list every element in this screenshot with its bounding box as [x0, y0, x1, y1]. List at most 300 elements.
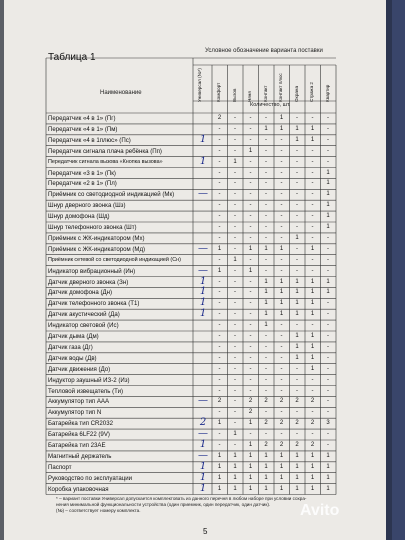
table-cell: 1 [264, 125, 268, 132]
table-cell: - [234, 289, 236, 296]
table-cell: 1 [295, 289, 299, 296]
table-cell: - [265, 213, 267, 220]
row-name: Приёмник сетевой со светодиодной индикацией (Сн) [48, 256, 181, 263]
table-cell: - [311, 213, 314, 220]
footnote-line-3: (№) – соответствует номеру комплекта. [56, 508, 141, 513]
table-cell: - [265, 333, 267, 339]
column-header: Универсал (№*) [197, 68, 202, 102]
table-cell: - [218, 180, 221, 187]
table-cell: 1 [264, 311, 268, 318]
table-cell: - [249, 278, 252, 285]
column-header: Няня [247, 91, 252, 102]
table-cell: 1 [233, 463, 237, 470]
row-name: Индуктор заушный ИЗ-2 (Из) [48, 376, 130, 384]
watermark-logo: Avito [300, 502, 340, 519]
table-cell: - [249, 169, 252, 176]
handwritten-count: 1 [199, 482, 207, 494]
table-cell: - [234, 278, 236, 285]
table-cell: - [311, 387, 314, 394]
table-cell: - [249, 311, 252, 318]
row-name: Аккумулятор тип N [48, 409, 102, 417]
table-cell: - [234, 267, 236, 274]
table-cell: 1 [310, 474, 315, 481]
column-header: Контакт плюс [278, 73, 283, 102]
column-header: Охрана [293, 85, 299, 102]
table-cell: 1 [326, 191, 330, 198]
row-name: Шнур телефонного звонка (Шт) [48, 224, 137, 231]
table-cell: 1 [295, 136, 299, 143]
table-cell: 1 [248, 245, 253, 252]
table-cell: - [265, 354, 267, 361]
table-cell: - [218, 322, 221, 329]
table-cell: - [311, 147, 314, 154]
table-cell: - [234, 245, 236, 252]
table-cell: 1 [248, 463, 253, 470]
table-cell: - [296, 147, 298, 154]
table-cell: - [327, 234, 329, 241]
table-cell: - [234, 115, 236, 121]
table-cell: 2 [310, 398, 315, 405]
table-cell: 1 [248, 452, 253, 459]
handwritten-count: 1 [199, 155, 207, 167]
table-cell: - [327, 136, 329, 143]
table-cell: - [234, 125, 236, 132]
table-cell: - [296, 191, 298, 198]
table-cell: 1 [279, 485, 284, 492]
table-cell: 1 [310, 343, 315, 350]
table-cell: - [249, 300, 252, 307]
table-cell: - [218, 387, 221, 394]
row-name: Паспорт [48, 463, 72, 471]
table-cell: - [234, 442, 236, 448]
row-name: Коробка упаковочная [48, 485, 109, 493]
table-cell: - [249, 191, 252, 198]
table-cell: - [280, 213, 283, 220]
table-cell: - [296, 115, 298, 121]
table-cell: - [311, 267, 314, 274]
table-cell: - [218, 158, 221, 165]
table-cell: 1 [310, 245, 315, 252]
table-cell: - [249, 213, 252, 220]
table-cell: 1 [264, 322, 268, 329]
table-cell: 1 [233, 158, 237, 165]
table-cell: - [327, 158, 329, 165]
row-name: Передатчик сигнала плача ребёнка (Пп) [48, 147, 162, 155]
table-cell: - [234, 343, 236, 350]
table-cell: - [249, 365, 252, 372]
table-cell: 1 [326, 202, 330, 209]
table-cell: - [234, 202, 236, 209]
table-cell: 1 [310, 300, 315, 307]
table-cell: - [265, 224, 267, 230]
table-cell: 1 [279, 245, 284, 252]
row-name: Передатчик «4 в 1» (Пг) [48, 115, 116, 122]
table-cell: 1 [248, 474, 253, 481]
table-cell: - [327, 343, 329, 350]
table-cell: - [249, 354, 252, 361]
table-cell: - [265, 387, 267, 394]
table-cell: - [265, 147, 267, 154]
table-cell: 1 [326, 224, 330, 230]
table-cell: 3 [326, 420, 330, 427]
table-cell: - [265, 202, 267, 209]
table-cell: - [218, 136, 221, 143]
table-cell: 1 [326, 289, 330, 296]
table-cell: - [249, 343, 252, 350]
table-cell: 2 [295, 420, 299, 427]
table-cell: 1 [264, 463, 268, 470]
table-cell: - [218, 125, 221, 132]
table-cell: 1 [248, 485, 253, 492]
table-cell: 1 [233, 431, 237, 438]
table-cell: 1 [295, 354, 299, 361]
table-cell: - [327, 365, 329, 372]
table-cell: - [311, 115, 314, 121]
table-cell: - [296, 180, 298, 187]
table-cell: 1 [248, 442, 253, 448]
table-cell: - [327, 333, 329, 339]
table-cell: - [296, 169, 298, 176]
table-cell: - [311, 234, 314, 241]
table-cell: - [327, 115, 329, 121]
table-cell: 2 [310, 420, 315, 427]
table-cell: - [234, 191, 236, 198]
header-name: Наименование [100, 90, 142, 96]
table-cell: - [327, 147, 329, 154]
table-cell: 2 [217, 398, 222, 405]
table-cell: 1 [326, 463, 330, 470]
table-cell: 1 [295, 463, 299, 470]
table-cell: - [280, 431, 283, 438]
row-name: Приёмник с ЖК-индикатором (Мд) [48, 245, 146, 253]
row-name: Аккумулятор тип ААА [48, 398, 110, 406]
table-cell: - [218, 234, 221, 241]
table-cell: - [311, 256, 314, 263]
table-cell: 1 [279, 452, 284, 459]
table-cell: 1 [217, 463, 222, 470]
table-cell: 1 [217, 452, 222, 459]
table-cell: - [234, 147, 236, 154]
row-name: Датчик дыма (Дм) [48, 333, 99, 340]
table-cell: 1 [279, 278, 284, 285]
table-cell: - [265, 234, 267, 241]
table-cell: - [249, 125, 252, 132]
table-cell: 1 [326, 278, 330, 285]
table-cell: 1 [279, 115, 284, 121]
table-cell: - [296, 213, 298, 220]
table-cell: 2 [310, 442, 315, 448]
table-cell: 2 [264, 442, 268, 448]
table-cell: 1 [279, 474, 284, 481]
table-cell: 1 [264, 300, 268, 307]
table-cell: - [265, 343, 267, 350]
table-cell: - [296, 365, 298, 372]
table-cell: - [218, 409, 221, 416]
column-header: Комфорт [216, 82, 221, 102]
table-cell: 1 [310, 485, 315, 492]
table-cell: - [280, 365, 283, 372]
table-cell: - [265, 158, 267, 165]
table-cell: 1 [295, 125, 299, 132]
table-cell: 1 [233, 485, 237, 492]
row-name: Датчик акустический (Да) [48, 311, 120, 319]
table-cell: - [218, 376, 221, 383]
table-cell: - [265, 169, 267, 176]
table-cell: 1 [310, 278, 315, 285]
row-name: Индикатор вибрационный (Ин) [48, 267, 136, 275]
row-name: Датчик воды (Дв) [48, 354, 97, 362]
table-cell: - [280, 354, 283, 361]
table-cell: - [327, 245, 329, 252]
table-cell: 1 [295, 311, 299, 318]
table-cell: - [234, 224, 236, 230]
table-cell: 1 [295, 485, 299, 492]
table-cell: - [249, 376, 252, 383]
table-cell: - [249, 158, 252, 165]
handwritten-count: 2 [199, 417, 207, 429]
table-cell: - [296, 202, 298, 209]
table-cell: 1 [264, 485, 268, 492]
table-cell: 2 [248, 409, 253, 416]
header-quantity: Количество, шт. [250, 102, 291, 108]
handwritten-count: 1 [199, 286, 207, 298]
table-cell: - [296, 431, 298, 438]
table-cell: - [280, 256, 283, 263]
table-cell: 1 [295, 300, 299, 307]
table-cell: - [280, 387, 283, 394]
table-cell: - [218, 300, 221, 307]
table-cell: 1 [264, 452, 268, 459]
table-cell: 2 [248, 398, 253, 405]
table-cell: 2 [279, 398, 284, 405]
table-cell: 1 [310, 125, 315, 132]
handwritten-count: 1 [199, 471, 207, 483]
table-cell: - [218, 278, 221, 285]
table-cell: 1 [295, 278, 299, 285]
table-cell: - [280, 136, 283, 143]
table-cell: - [327, 354, 329, 361]
table-cell: 2 [279, 420, 284, 427]
table-cell: - [296, 158, 298, 165]
table-cell: - [311, 409, 314, 416]
table-cell: - [280, 322, 283, 329]
page-number: 5 [203, 527, 208, 536]
table-cell: - [218, 202, 221, 209]
table-cell: 1 [310, 333, 315, 339]
table-cell: - [280, 343, 283, 350]
table-cell: - [327, 311, 329, 318]
table-cell: - [265, 115, 267, 121]
table-cell: 2 [295, 398, 299, 405]
table-cell: - [218, 354, 221, 361]
table-cell: - [218, 147, 221, 154]
row-name: Передатчик «2 в 1» (Пл) [48, 180, 117, 188]
table-cell: - [280, 234, 283, 241]
table-cell: 1 [217, 485, 222, 492]
table-cell: - [280, 191, 283, 198]
handwritten-count: 1 [199, 275, 207, 287]
table-cell: 1 [326, 485, 330, 492]
table-cell: - [296, 256, 298, 263]
handwritten-count: — [198, 242, 208, 254]
table-cell: - [327, 267, 329, 274]
table-cell: 1 [295, 474, 299, 481]
table-cell: - [296, 267, 298, 274]
table-cell: - [234, 420, 236, 427]
table-cell: - [234, 333, 236, 339]
handwritten-count: — [198, 449, 208, 461]
table-cell: 1 [217, 245, 222, 252]
table-cell: - [327, 322, 329, 329]
table-cell: - [311, 202, 314, 209]
handwritten-count: 1 [199, 460, 207, 472]
table-cell: 1 [264, 245, 268, 252]
table-cell: 1 [248, 147, 253, 154]
row-name: Приёмник с ЖК-индикатором (Мх) [48, 234, 145, 242]
table-cell: - [218, 224, 221, 230]
table-cell: - [327, 398, 329, 405]
table-cell: 1 [279, 125, 284, 132]
table-cell: 1 [233, 452, 237, 459]
table-cell: - [296, 245, 298, 252]
table-cell: - [311, 180, 314, 187]
table-cell: - [280, 224, 283, 230]
table-cell: - [234, 169, 236, 176]
table-cell: - [280, 409, 283, 416]
handwritten-count: 1 [199, 133, 207, 145]
row-name: Передатчик «4 в 1» (Пм) [48, 125, 118, 133]
table-cell: - [265, 431, 267, 438]
table-cell: 1 [310, 452, 315, 459]
table-cell: - [218, 169, 221, 176]
table-cell: - [311, 431, 314, 438]
row-name: Передатчик «4 в 1плюс» (Пс) [48, 136, 131, 144]
table-cell: - [311, 158, 314, 165]
table-cell: - [311, 322, 314, 329]
column-header: Стража 2 [309, 82, 314, 102]
row-name: Шнур дверного звонка (Шз) [48, 202, 126, 210]
footnote-line-1: * – вариант поставки Универсал допускается комплектовать из данного перечня в любом наборе при условии сохра- [56, 496, 307, 501]
handwritten-count: — [198, 264, 208, 276]
row-name: Батарейка 6LF22 (9V) [48, 431, 110, 439]
table-cell: - [249, 333, 252, 339]
table-cell: - [249, 115, 252, 121]
table-cell: - [249, 322, 252, 329]
table-cell: - [265, 365, 267, 372]
table-cell: 1 [310, 463, 315, 470]
row-name: Шнур домофона (Шд) [48, 213, 110, 221]
table-cell: - [327, 431, 329, 438]
table-cell: - [296, 322, 298, 329]
table-cell: - [327, 125, 329, 132]
table-title: Таблица 1 [48, 52, 96, 63]
table-cell: 1 [279, 300, 284, 307]
table-cell: - [218, 333, 221, 339]
table-cell: - [265, 191, 267, 198]
table-cell: - [234, 180, 236, 187]
table-cell: 1 [233, 256, 237, 263]
table-cell: 1 [310, 289, 315, 296]
table-cell: - [234, 398, 236, 405]
row-name: Магнитный держатель [48, 452, 112, 460]
table-cell: - [296, 224, 298, 230]
table-cell: - [327, 300, 329, 307]
table-cell: - [280, 376, 283, 383]
table-cell: - [280, 147, 283, 154]
table-cell: - [249, 289, 252, 296]
row-name: Датчик движения (До) [48, 365, 111, 373]
table-cell: - [265, 256, 267, 263]
table-cell: - [234, 376, 236, 383]
table-cell: - [327, 409, 329, 416]
handwritten-count: 1 [199, 439, 207, 450]
table-cell: 1 [233, 474, 237, 481]
table-cell: - [296, 387, 298, 394]
table-cell: 2 [264, 398, 268, 405]
table-cell: 1 [295, 234, 299, 241]
table-cell: 2 [264, 420, 268, 427]
table-cell: - [311, 376, 314, 383]
header-condition: Условное обозначение варианта поставки [205, 48, 323, 54]
table-cell: 1 [248, 267, 253, 274]
row-name: Передатчик «3 в 1» (Пк) [48, 169, 116, 177]
table-cell: - [218, 256, 221, 263]
table-cell: 2 [295, 442, 299, 448]
table-cell: - [327, 256, 329, 263]
table-cell: 1 [326, 180, 330, 187]
table-cell: 1 [310, 354, 315, 361]
table-cell: - [327, 376, 329, 383]
table-cell: - [218, 343, 221, 350]
table-cell: - [311, 169, 314, 176]
table-cell: 2 [217, 115, 222, 121]
table-cell: - [280, 202, 283, 209]
table-cell: - [218, 365, 221, 372]
table-cell: - [280, 180, 283, 187]
table-cell: - [218, 213, 221, 220]
table-cell: - [234, 387, 236, 394]
table-cell: - [280, 158, 283, 165]
table-cell: - [265, 180, 267, 187]
handwritten-count: — [198, 395, 208, 407]
table-cell: 1 [264, 474, 268, 481]
table-cell: - [311, 191, 314, 198]
table-cell: - [327, 387, 329, 394]
table-cell: - [249, 202, 252, 209]
table-cell: - [234, 322, 236, 329]
table-cell: - [280, 267, 283, 274]
table-cell: - [249, 387, 252, 394]
row-name: Тепловой извещатель (Ти) [48, 387, 124, 395]
column-header: Контакт [262, 85, 268, 102]
table-cell: - [296, 376, 298, 383]
table-cell: 1 [295, 452, 299, 459]
table-cell: 1 [264, 278, 268, 285]
row-name: Индикатор световой (Ис) [48, 322, 119, 330]
row-name: Передатчик сигнала вызова «Кнопка вызова» [48, 158, 163, 165]
table-cell: 1 [326, 474, 330, 481]
table-cell: 1 [310, 311, 315, 318]
table-cell: - [311, 224, 314, 230]
table-cell: 1 [295, 343, 299, 350]
table-cell: - [218, 311, 221, 318]
table-cell: - [218, 191, 221, 198]
table-cell: 1 [310, 365, 315, 372]
table-cell: - [327, 442, 329, 448]
table-cell: - [218, 289, 221, 296]
table-cell: - [265, 267, 267, 274]
table-cell: - [234, 213, 236, 220]
